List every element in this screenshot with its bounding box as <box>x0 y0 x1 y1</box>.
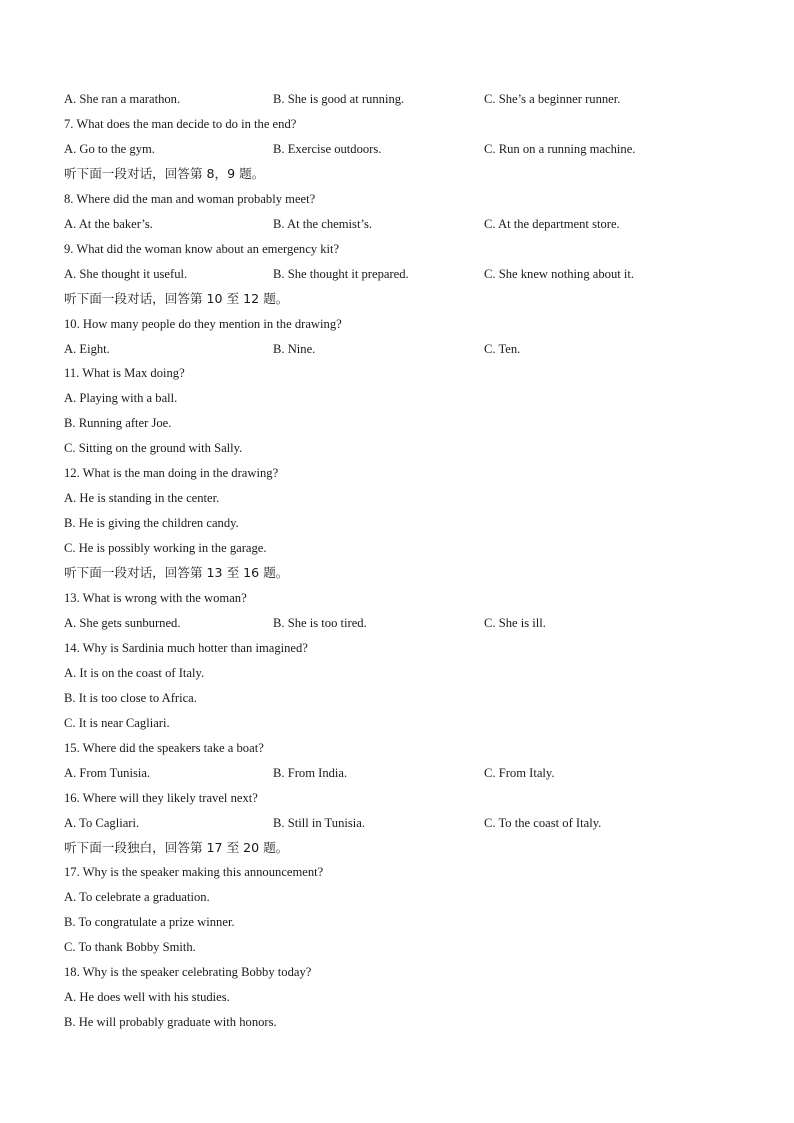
question-text: 18. Why is the speaker celebrating Bobby today? <box>64 965 312 980</box>
question-line <box>64 937 196 957</box>
option-row <box>64 763 744 783</box>
question-line <box>64 488 219 508</box>
option-row <box>64 813 744 833</box>
option-b: B. Nine. <box>273 341 316 356</box>
question-text: A. It is on the coast of Italy. <box>64 665 205 680</box>
option-c: C. From Italy. <box>484 765 555 780</box>
option-a: A. Go to the gym. <box>64 141 155 156</box>
option-row <box>64 89 744 109</box>
question-text: A. To celebrate a graduation. <box>64 890 210 905</box>
option-c: C. To the coast of Italy. <box>484 815 602 830</box>
question-line <box>64 663 204 683</box>
question-text: C. It is near Cagliari. <box>64 715 170 730</box>
question-line <box>64 588 247 608</box>
question-line <box>64 862 323 882</box>
section-instruction <box>64 289 288 309</box>
question-text: 8. Where did the man and woman probably meet? <box>64 191 316 206</box>
question-line <box>64 363 185 383</box>
question-text: 13. What is wrong with the woman? <box>64 591 247 605</box>
option-row <box>64 139 744 159</box>
question-text: C. He is possibly working in the garage. <box>64 541 267 556</box>
question-line <box>64 1012 277 1032</box>
option-c: C. She knew nothing about it. <box>484 266 635 281</box>
question-text: B. He is giving the children candy. <box>64 516 239 531</box>
option-a: A. She thought it useful. <box>64 266 188 281</box>
question-text: A. Playing with a ball. <box>64 391 178 406</box>
question-line <box>64 713 170 733</box>
question-line <box>64 788 258 808</box>
option-c: C. She’s a beginner runner. <box>484 92 621 106</box>
option-b: B. She is good at running. <box>273 92 405 106</box>
option-b: B. She is too tired. <box>273 615 367 630</box>
option-row <box>64 339 744 359</box>
question-line <box>64 413 171 433</box>
option-b: B. At the chemist’s. <box>273 216 372 231</box>
section-instruction <box>64 164 264 184</box>
option-a: A. To Cagliari. <box>64 815 140 830</box>
question-text: 12. What is the man doing in the drawing? <box>64 466 279 481</box>
question-text: 14. Why is Sardinia much hotter than imagined? <box>64 640 308 655</box>
question-text: 7. What does the man decide to do in the end? <box>64 117 297 131</box>
option-a: A. She gets sunburned. <box>64 615 181 630</box>
question-line <box>64 513 239 533</box>
option-b: B. She thought it prepared. <box>273 266 409 281</box>
question-line <box>64 189 315 209</box>
question-text: 15. Where did the speakers take a boat? <box>64 740 264 755</box>
option-row <box>64 613 744 633</box>
question-line <box>64 638 308 658</box>
question-line <box>64 388 177 408</box>
question-text: C. Sitting on the ground with Sally. <box>64 441 243 456</box>
question-line <box>64 239 339 259</box>
section-instruction-text: 听下面一段独白，回答第 17 至 20 题。 <box>64 839 289 855</box>
question-line <box>64 438 242 458</box>
question-text: 17. Why is the speaker making this announcement? <box>64 865 324 880</box>
question-text: C. To thank Bobby Smith. <box>64 940 196 955</box>
question-text: 9. What did the woman know about an emergency kit? <box>64 241 340 256</box>
option-row <box>64 214 744 234</box>
question-text: B. It is too close to Africa. <box>64 690 197 705</box>
question-text: B. Running after Joe. <box>64 416 172 431</box>
section-instruction-text: 听下面一段对话，回答第 13 至 16 题。 <box>64 565 289 580</box>
question-line <box>64 314 342 334</box>
option-b: B. Exercise outdoors. <box>273 141 382 156</box>
question-text: 11. What is Max doing? <box>64 366 185 381</box>
option-b: B. Still in Tunisia. <box>273 815 366 830</box>
question-line <box>64 987 230 1007</box>
question-text: 16. Where will they likely travel next? <box>64 790 258 805</box>
question-line <box>64 887 210 907</box>
question-line <box>64 538 267 558</box>
option-c: C. At the department store. <box>484 216 620 231</box>
option-a: A. She ran a marathon. <box>64 92 181 106</box>
section-instruction <box>64 838 288 858</box>
question-text: B. To congratulate a prize winner. <box>64 915 235 930</box>
question-line <box>64 738 264 758</box>
question-line <box>64 114 296 134</box>
option-row <box>64 264 744 284</box>
question-text: B. He will probably graduate with honors. <box>64 1015 277 1030</box>
question-line <box>64 912 235 932</box>
section-instruction <box>64 563 288 583</box>
option-b: B. From India. <box>273 765 348 780</box>
option-c: C. She is ill. <box>484 615 546 630</box>
option-c: C. Run on a running machine. <box>484 141 636 156</box>
option-a: A. From Tunisia. <box>64 765 151 780</box>
option-c: C. Ten. <box>484 341 521 356</box>
question-line <box>64 463 278 483</box>
question-line <box>64 962 311 982</box>
section-instruction-text: 听下面一段对话，回答第 8，9 题。 <box>64 165 265 181</box>
option-a: A. At the baker’s. <box>64 216 153 231</box>
question-text: 10. How many people do they mention in the drawing? <box>64 316 342 331</box>
question-text: A. He is standing in the center. <box>64 491 220 506</box>
section-instruction-text: 听下面一段对话，回答第 10 至 12 题。 <box>64 290 289 306</box>
question-line <box>64 688 197 708</box>
question-text: A. He does well with his studies. <box>64 990 230 1005</box>
option-a: A. Eight. <box>64 341 110 356</box>
